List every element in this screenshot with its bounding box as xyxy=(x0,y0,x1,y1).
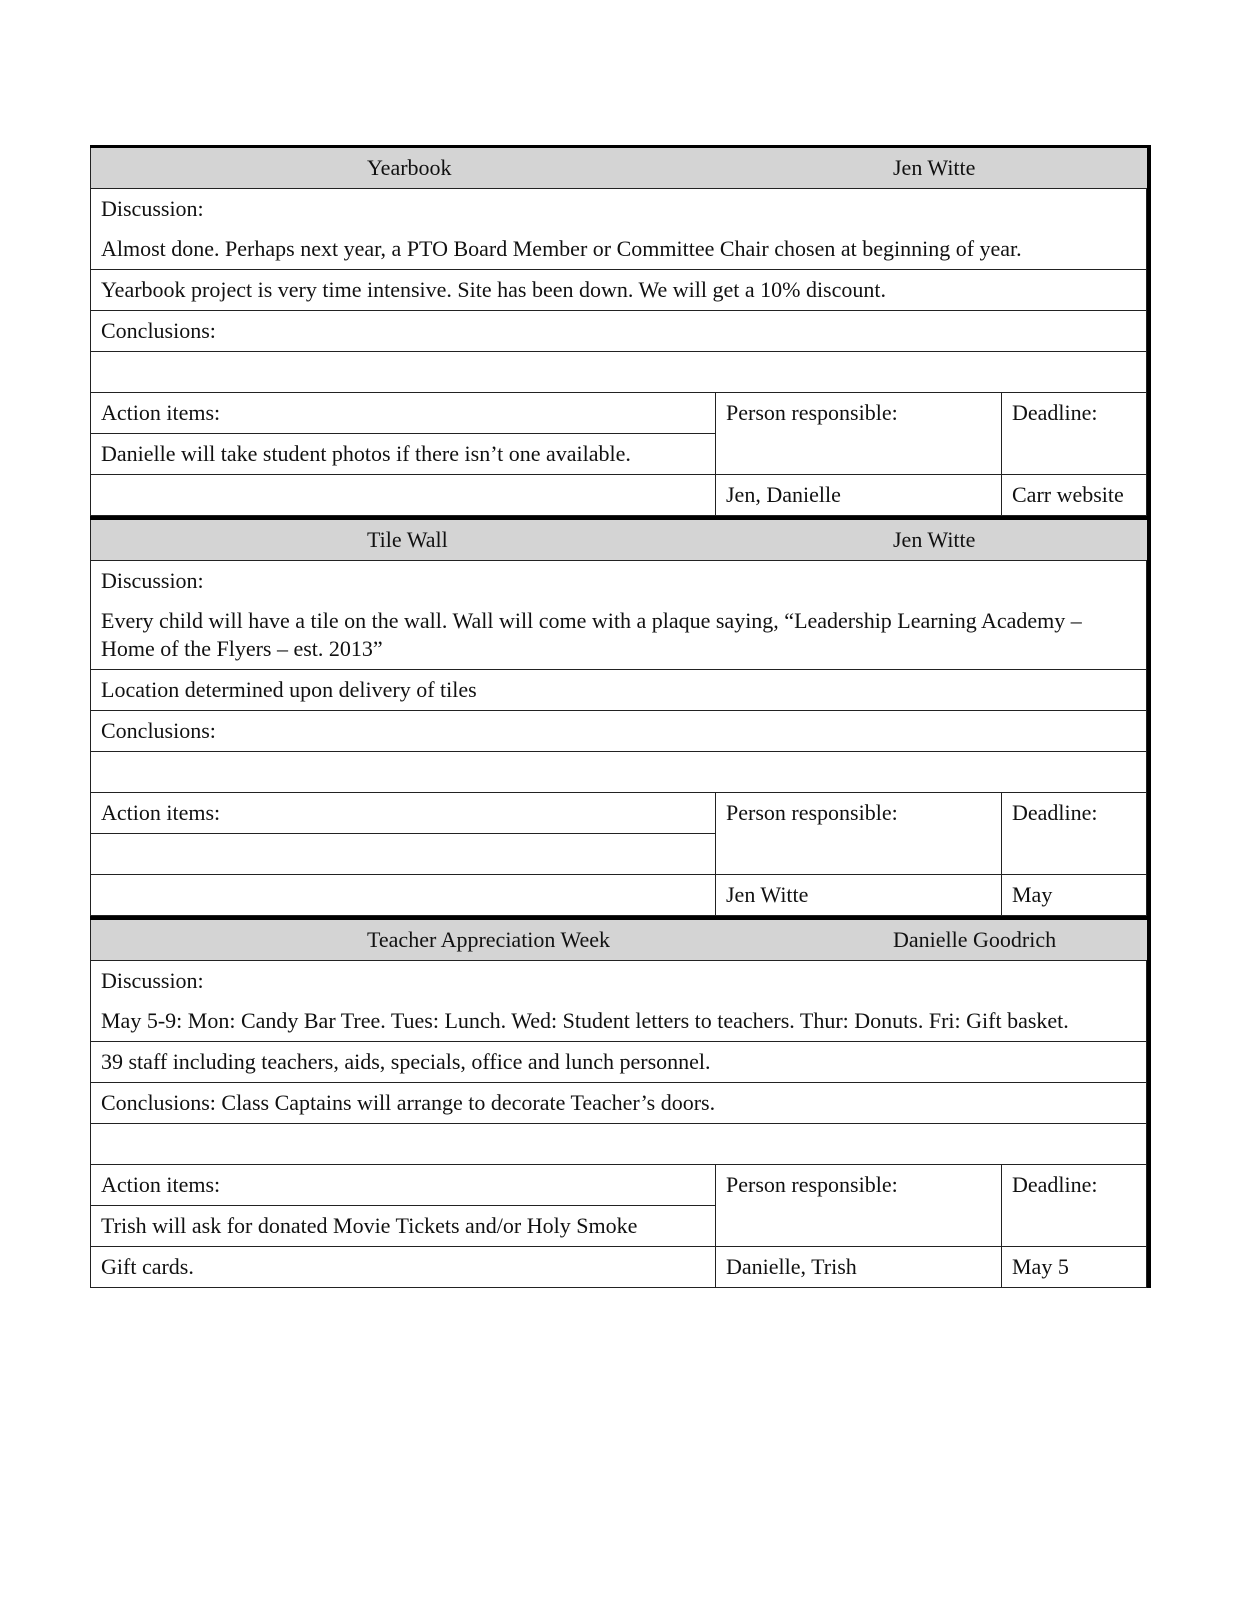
discussion-label: Discussion: xyxy=(101,968,204,993)
conclusions-blank xyxy=(91,352,1147,393)
action-item-line: Gift cards. xyxy=(91,1247,716,1288)
section-title: Teacher Appreciation Week xyxy=(367,927,611,952)
section-yearbook xyxy=(90,145,1147,516)
discussion-text: May 5-9: Mon: Candy Bar Tree. Tues: Lunch. Wed: Student letters to teachers. Thur: Donuts. Fri: Gift basket. xyxy=(101,1008,1069,1033)
deadline-label: Deadline: xyxy=(1002,393,1147,475)
action-item-line xyxy=(91,875,716,916)
conclusions-blank xyxy=(91,1124,1147,1165)
action-items-label: Action items: xyxy=(91,393,716,434)
discussion-cell xyxy=(91,961,1147,1042)
action-items-label: Action items: xyxy=(91,1165,716,1206)
section-header xyxy=(91,147,1147,189)
action-items-label: Action items: xyxy=(91,793,716,834)
deadline-value: May xyxy=(1002,875,1147,916)
conclusions-text: Conclusions: Class Captains will arrange to decorate Teacher’s doors. xyxy=(91,1083,1147,1124)
person-responsible-label: Person responsible: xyxy=(716,1165,1002,1247)
discussion-label: Discussion: xyxy=(101,196,204,221)
section-teacher-appreciation-week xyxy=(90,916,1147,1288)
deadline-value: Carr website xyxy=(1002,475,1147,516)
action-item-line xyxy=(91,834,716,875)
discussion-text: Almost done. Perhaps next year, a PTO Board Member or Committee Chair chosen at beginning of year. xyxy=(101,236,1022,261)
person-responsible-label: Person responsible: xyxy=(716,793,1002,875)
meeting-minutes-document xyxy=(90,145,1151,1288)
discussion-cell xyxy=(91,561,1147,670)
discussion-label: Discussion: xyxy=(101,568,204,593)
action-item-line: Trish will ask for donated Movie Tickets and/or Holy Smoke xyxy=(91,1206,716,1247)
section-header xyxy=(91,518,1147,561)
deadline-label: Deadline: xyxy=(1002,1165,1147,1247)
section-title: Yearbook xyxy=(367,155,452,180)
discussion-note: Location determined upon delivery of tiles xyxy=(91,670,1147,711)
discussion-text: Every child will have a tile on the wall. Wall will come with a plaque saying, “Leadership Learning Academy – Home of the Flyers – est. 2013” xyxy=(101,608,1082,661)
section-header xyxy=(91,918,1147,961)
section-owner: Danielle Goodrich xyxy=(893,927,1057,952)
section-tile-wall xyxy=(90,516,1147,916)
person-responsible-value: Jen Witte xyxy=(716,875,1002,916)
discussion-note: 39 staff including teachers, aids, specials, office and lunch personnel. xyxy=(91,1042,1147,1083)
discussion-note: Yearbook project is very time intensive. Site has been down. We will get a 10% discount. xyxy=(91,270,1147,311)
person-responsible-value: Jen, Danielle xyxy=(716,475,1002,516)
deadline-value: May 5 xyxy=(1002,1247,1147,1288)
section-title: Tile Wall xyxy=(367,527,448,552)
conclusions-blank xyxy=(91,752,1147,793)
conclusions-label: Conclusions: xyxy=(91,711,1147,752)
action-item-line xyxy=(91,475,716,516)
person-responsible-value: Danielle, Trish xyxy=(716,1247,1002,1288)
person-responsible-label: Person responsible: xyxy=(716,393,1002,475)
section-owner: Jen Witte xyxy=(893,155,976,180)
conclusions-label: Conclusions: xyxy=(91,311,1147,352)
section-owner: Jen Witte xyxy=(893,527,976,552)
discussion-cell xyxy=(91,189,1147,270)
deadline-label: Deadline: xyxy=(1002,793,1147,875)
action-item-line: Danielle will take student photos if there isn’t one available. xyxy=(91,434,716,475)
